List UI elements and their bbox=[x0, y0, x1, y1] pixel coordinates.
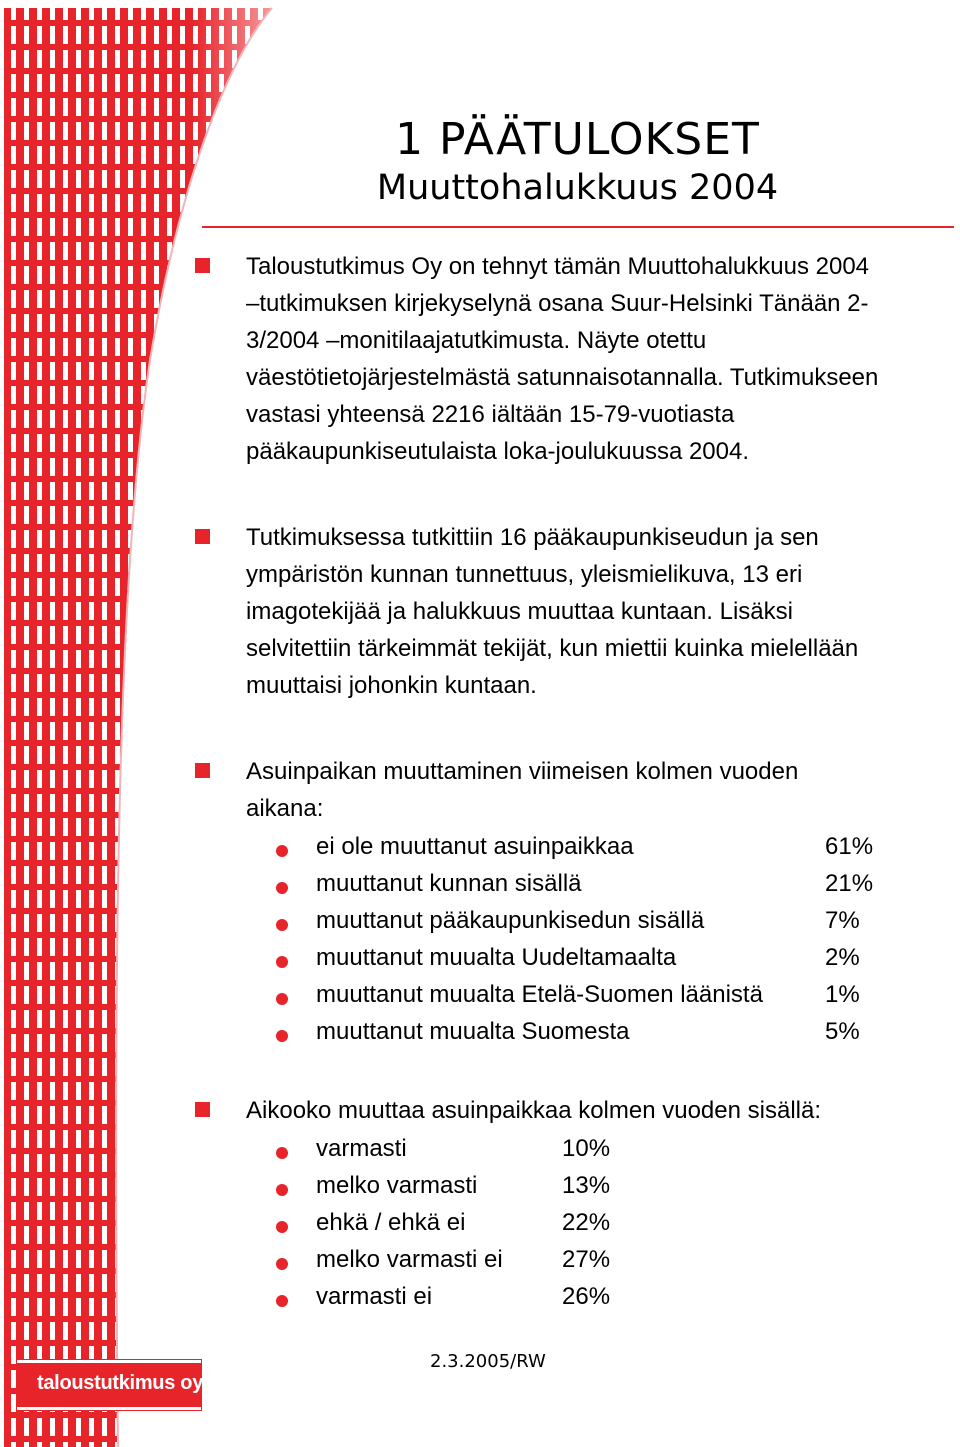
intent-item-value: 10% bbox=[562, 1135, 611, 1162]
intent-item-label: varmasti ei bbox=[316, 1283, 433, 1310]
square-bullet-icon bbox=[195, 1102, 210, 1117]
text-line: pääkaupunkiseutulaista loka-joulukuussa 2004. bbox=[246, 438, 750, 465]
text-line: väestötietojärjestelmästä satunnaisotannalla. Tutkimukseen bbox=[246, 364, 879, 391]
round-bullet-icon bbox=[276, 845, 288, 857]
title-divider bbox=[202, 226, 954, 228]
text-line: 3/2004 –monitilaajatutkimusta. Näyte otettu bbox=[246, 327, 707, 354]
moved-item-value: 2% bbox=[825, 944, 860, 971]
logo-text: taloustutkimus oy bbox=[37, 1372, 204, 1394]
square-bullet-icon bbox=[195, 529, 210, 544]
round-bullet-icon bbox=[276, 956, 288, 968]
scope-paragraph bbox=[246, 519, 946, 704]
text-line: selvitettiin tärkeimmät tekijät, kun miettii kuinka mielellään bbox=[246, 635, 859, 662]
moved-item-label: muuttanut pääkaupunkisedun sisällä bbox=[316, 907, 705, 934]
text-line: aikana: bbox=[246, 795, 324, 822]
intent-heading: Aikooko muuttaa asuinpaikkaa kolmen vuoden sisällä: bbox=[246, 1097, 822, 1124]
intro-paragraph bbox=[246, 248, 946, 470]
round-bullet-icon bbox=[276, 993, 288, 1005]
intent-item-label: ehkä / ehkä ei bbox=[316, 1209, 466, 1236]
moved-item-value: 5% bbox=[825, 1018, 860, 1045]
intent-item-value: 22% bbox=[562, 1209, 611, 1236]
intent-item-label: varmasti bbox=[316, 1135, 407, 1162]
square-bullet-icon bbox=[195, 763, 210, 778]
intent-item-value: 27% bbox=[562, 1246, 611, 1273]
moved-item-value: 21% bbox=[825, 870, 874, 897]
square-bullet-icon bbox=[195, 258, 210, 273]
moved-item-value: 7% bbox=[825, 907, 860, 934]
moved-item-label: muuttanut muualta Etelä-Suomen läänistä bbox=[316, 981, 763, 1008]
moved-heading bbox=[246, 753, 946, 827]
footer-date: 2.3.2005/RW bbox=[430, 1351, 546, 1372]
moved-item-label: ei ole muuttanut asuinpaikkaa bbox=[316, 833, 634, 860]
round-bullet-icon bbox=[276, 882, 288, 894]
moved-item-label: muuttanut muualta Uudeltamaalta bbox=[316, 944, 677, 971]
text-line: vastasi yhteensä 2216 iältään 15-79-vuotiasta bbox=[246, 401, 735, 428]
round-bullet-icon bbox=[276, 1221, 288, 1233]
round-bullet-icon bbox=[276, 1295, 288, 1307]
moved-item-value: 61% bbox=[825, 833, 874, 860]
moved-item-value: 1% bbox=[825, 981, 860, 1008]
text-line: Taloustutkimus Oy on tehnyt tämän Muuttohalukkuus 2004 bbox=[246, 253, 870, 280]
text-line: imagotekijää ja halukkuus muuttaa kuntaan. Lisäksi bbox=[246, 598, 793, 625]
round-bullet-icon bbox=[276, 1030, 288, 1042]
moved-item-label: muuttanut muualta Suomesta bbox=[316, 1018, 630, 1045]
text-line: Tutkimuksessa tutkittiin 16 pääkaupunkiseudun ja sen bbox=[246, 524, 819, 551]
text-line: Asuinpaikan muuttaminen viimeisen kolmen vuoden bbox=[246, 758, 799, 785]
round-bullet-icon bbox=[276, 1258, 288, 1270]
text-line: –tutkimuksen kirjekyselynä osana Suur-Helsinki Tänään 2- bbox=[246, 290, 869, 317]
text-line: muuttaisi johonkin kuntaan. bbox=[246, 672, 537, 699]
round-bullet-icon bbox=[276, 919, 288, 931]
round-bullet-icon bbox=[276, 1184, 288, 1196]
text-line: ympäristön kunnan tunnettuus, yleismielikuva, 13 eri bbox=[246, 561, 803, 588]
page-title: 1 PÄÄTULOKSET bbox=[395, 114, 760, 165]
intent-item-label: melko varmasti ei bbox=[316, 1246, 503, 1273]
intent-item-label: melko varmasti bbox=[316, 1172, 478, 1199]
intent-item-value: 13% bbox=[562, 1172, 611, 1199]
company-logo bbox=[17, 1360, 204, 1410]
moved-item-label: muuttanut kunnan sisällä bbox=[316, 870, 582, 897]
round-bullet-icon bbox=[276, 1147, 288, 1159]
page-subtitle: Muuttohalukkuus 2004 bbox=[376, 168, 779, 208]
intent-item-value: 26% bbox=[562, 1283, 611, 1310]
